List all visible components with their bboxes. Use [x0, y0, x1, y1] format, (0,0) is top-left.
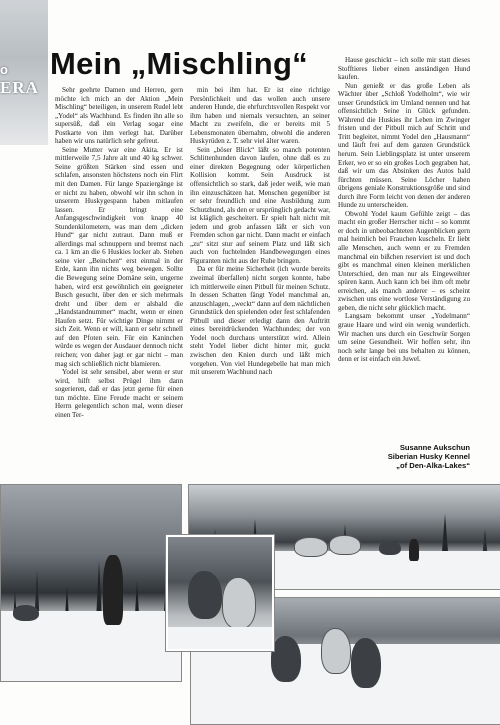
husky-2	[329, 535, 361, 555]
col1-paragraph-2: Seine Mutter war eine Akita. Er ist mittlerweile 7,5 Jahre alt und 40 kg schwer. Seine größten Stärken sind essen und schlafen, ansonsten höchstens noch ein Flirt mit den Damen. Für lange Spaziergänge ist er nicht zu haben, obwohl wir ihn schon in unserem Huskygespann haben mitlaufen lassen. Er bringt eine Anfangsgeschwindigkeit von knapp 40 Stundenkilometern, was man dem „dicken Hund“ gar nicht zutraut. Dann muß er allerdings mal schnuppern und bremst nach ca. 1 km an die 6 Huskies locker ab. Stehen seine vier „Beinchen“ erst einmal in der Erde, kann ihn nichts weg bewegen. Sollte die Bewegung seine Domäne sein, ungerne haben, wird erst gewöhnlich ein geeigneter Busch gesucht, über den er sich mehrmals dreht und über dem er alsbald die „Handstandnummer“ macht, wenn er einen Haufen setzt. Für wichtige Dinge nimmt er sich Zeit. Wenn er will, kann er sehr schnell auf den Pfoten sein. Für ein Kaninchen würde es wegen der Ausdauer dennoch nicht reichen; von daher jagt er gar nicht – man mag sich schließlich nicht blamieren.	[55, 145, 183, 368]
col3-paragraph-1: Hause geschickt – ich solle mir statt dieses Stofftieres lieber einen anständigen Hund kaufen.	[338, 56, 470, 82]
article-column-1	[55, 86, 183, 466]
corner-logo-mark: o	[0, 62, 8, 77]
col3-paragraph-2: Nun genießt er das große Leben als Wächter über „Schloß Yodelholm“, wie wir unser Grundstück im Umland nennen und hat offensichtlich Seine in Glück gefunden. Während die Huskies ihr Leben im Zwinger fristen und der Pitbull mich auf Schritt und Tritt begleitet, nimmt Yodel den „Hausmann“ und läuft frei auf dem ganzen Grundstück herum. Sein Lieblingsplatz ist unter unserem Erker, wo er so ein großes Loch gegraben hat, daß wir um das Absinken des Autos bald fürchten müssen. Seine Löcher haben übrigens geniale Konstruktionsgröße und sind durch ihre Form leicht von denen der anderen Hunde zu unterscheiden.	[338, 81, 470, 210]
skier-figure	[103, 555, 123, 625]
article-column-2	[190, 86, 330, 471]
photo-huskies-inset	[166, 535, 274, 651]
col2-paragraph-3: Da er für meine Sicherheit (ich wurde bereits zweimal überfallen) nicht sorgen konnte, habe ich mittlerweile einen Pitbull für meinen Schutz. In dessen Schatten fängt Yodel manchmal an, anzuschlagen, „weckt“ dann auf dem nächtlichen Grundstück den spielenden oder fest schlafenden Pitbull und dieser erledigt dann den Auftritt eines bereitdrückenden Wachhundes; der von Yodel noch durchaus unterstützt wird. Allein steht Yodel lieber dicht hinter mir, guckt zwischen den Knien durch und läßt mich vorgehen. Von viel Hundegebelle hat man mich mit unserem Wachhund nach	[190, 265, 330, 377]
husky-1	[294, 537, 328, 557]
musher-figure	[409, 539, 419, 561]
corner-logo-text: ERA	[0, 78, 39, 97]
kennel-subtitle: „of Den-Alka-Lakes“	[396, 461, 470, 470]
author-name: Susanne Aukschun	[399, 443, 470, 452]
col2-paragraph-2: Sein „böser Blick“ läßt so manch potenten Schlittenhunden davon laufen, ohne daß es zu einer direkten Begegnung oder körperlichen Kollision kommt. Sein Ausdruck ist offensichtlich so stark, daß jeder weiß, wie man ihn einzuschätzen hat. Menschen gegenüber ist er sehr freundlich und eine Ausbildung zum Schutzhund, als den er ursprünglich gedacht war, ist kläglich gescheitert. Er spielt halt nicht mit jedem und grob anfassen läßt er sich von Fremden schon gar nicht. Dann macht er einfach „zu“ sitzt stur auf seinem Platz und läßt sich auch von fuchtelnden Handbewegungen eines Figuranten nicht aus der Ruhe bringen.	[190, 145, 330, 265]
husky-running-3	[351, 638, 381, 688]
corner-photo	[0, 0, 48, 145]
article-column-3	[338, 56, 470, 441]
article-title: Mein „Mischling“	[50, 46, 308, 81]
dog-silhouette	[13, 605, 39, 621]
husky-portrait-2	[222, 577, 256, 629]
husky-running-1	[271, 636, 301, 682]
col3-paragraph-3: Obwohl Yodel kaum Gefühle zeigt – das macht ein großer Herrscher nicht – so kommt er doch in unbeobachteten Augenblicken gern mal heimlich bei Frauchen kuscheln. Er liebt alle Menschen, auch wenn er zu Fremden manchmal ein bißchen reserviert ist und doch gibt es manchmal einen kleinen merklichen Unterschied, den man nur als Eingeweihter spüren kann. Auch kann ich bei ihm oft mehr erreichen, als manch anderer – es scheint zwischen uns eine wortlose Verständigung zu geben, die nicht sehr glücklich macht.	[338, 209, 470, 312]
husky-3	[379, 541, 401, 555]
col3-paragraph-4: Langsam bekommt unser „Yodelmann“ graue Haare und wird ein wenig wunderlich. Wir machen uns durch ein Geschwür Sorgen um seine Gesundheit. Wir hoffen sehr, ihn noch sehr lange bei uns behalten zu können, denn er ist einfach ein Juwel.	[338, 312, 470, 364]
col1-paragraph-1: Sehr geehrte Damen und Herren, gern möchte ich mich an der Aktion „Mein Mischling“ beteiligen, in unserem Rudel lebt „Yodel“ als Wachhund. Es finden ihn alle so supersüß, daß ein Verlag sogar eine Postkarte von ihm verlegt hat. Darüber haben wir uns natürlich sehr gefreut.	[55, 86, 183, 146]
kennel-name: Siberian Husky Kennel	[387, 452, 470, 461]
husky-portrait-1	[188, 571, 222, 619]
col2-paragraph-1: min bei ihm hat. Er ist eine richtige Persönlichkeit und das wollen auch unsere anderen Hunde, die ehrfurchtsvollen Respekt vor ihm haben und niemals versuchten, an seiner Macht zu zweifeln, die er bereits mit 5 Lebensmonaten übernahm, obwohl die anderen Huskyrüden z. T. sehr viel älter waren.	[190, 86, 330, 146]
author-signature	[338, 443, 470, 470]
husky-running-2	[321, 628, 351, 674]
photo-skier-forest	[0, 484, 182, 682]
col1-paragraph-3: Yodel ist sehr sensibel, aber wenn er stur wird, hilft selbst Prügel ihm dann sogerieren, daß er das jetzt gerne für einen tun möchte. Eine Freude macht er seinem Herrn gelegentlich schon mal, wenn dieser einen Ter-	[55, 368, 183, 419]
